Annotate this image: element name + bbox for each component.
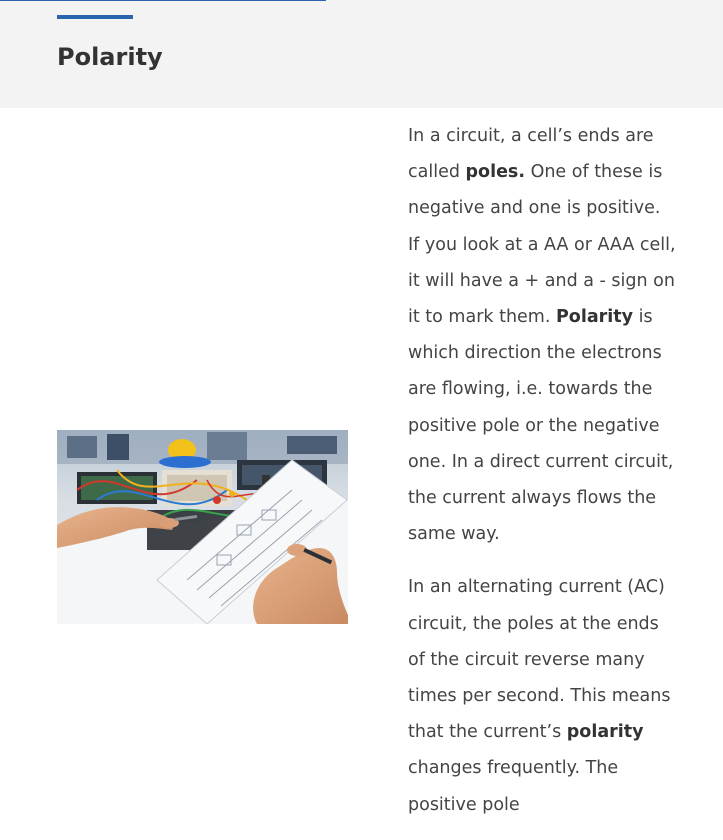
page-header: [0, 0, 723, 108]
paragraph-text: changes frequently. The positive pole: [408, 758, 619, 815]
paragraph-ac-circuit: [408, 569, 676, 822]
page-title: Polarity: [57, 43, 163, 71]
paragraph-text: In a circuit, a cell’s ends are called: [408, 126, 654, 183]
paragraph-text: In an alternating current (AC) circuit, the poles at the ends of the circuit reverse many times per second. This means that the current’s: [408, 577, 671, 743]
circuit-workbench-photo: [57, 430, 348, 624]
title-accent-bar: [57, 15, 133, 19]
term-poles: poles.: [465, 162, 525, 183]
paragraph-text: One of these is negative and one is positive. If you look at a AA or AAA cell, it will have a + and a - sign on it to mark them.: [408, 162, 676, 328]
paragraph-poles: [408, 118, 676, 552]
top-progress-line: [0, 0, 326, 1]
term-polarity: Polarity: [555, 307, 634, 328]
paragraph-text: is which direction the electrons are flowing, i.e. towards the positive pole or the negative one. In a direct current circuit, the current always flows the same way.: [408, 307, 674, 545]
article-body: [408, 118, 676, 840]
term-polarity: polarity: [566, 722, 644, 743]
